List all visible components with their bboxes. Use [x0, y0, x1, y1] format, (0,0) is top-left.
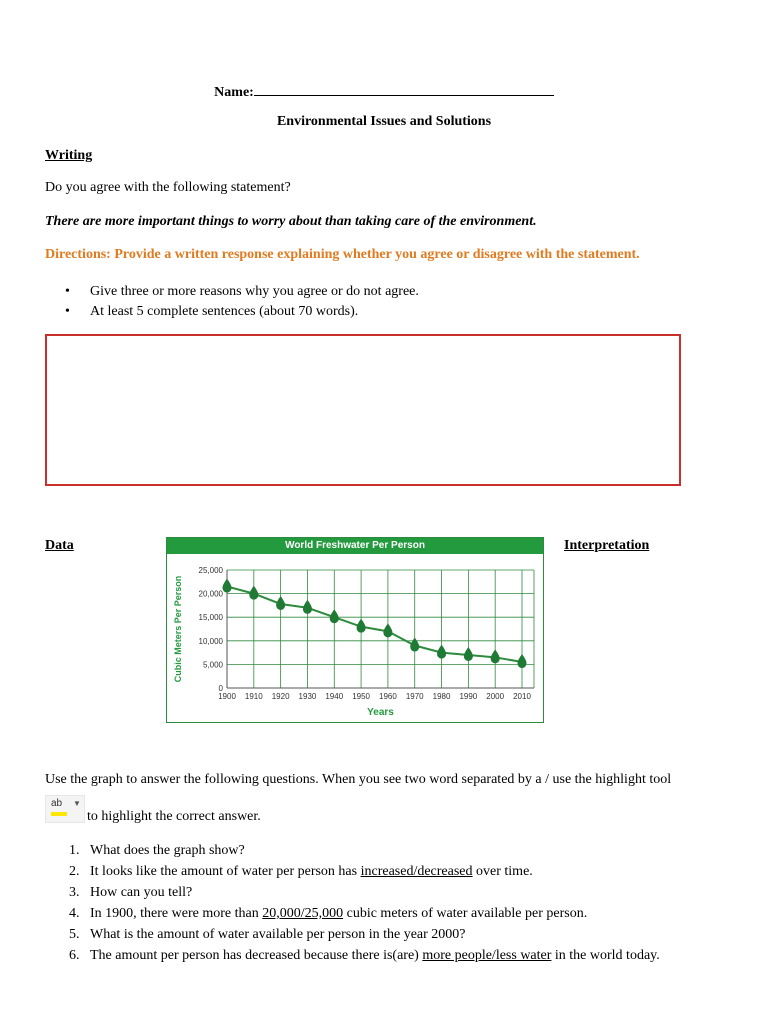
x-tick-label: 2010: [513, 692, 531, 701]
response-textbox[interactable]: [45, 334, 681, 486]
question-text-end: over time.: [472, 864, 533, 879]
x-tick-label: 1970: [405, 692, 424, 701]
question-list: [45, 840, 745, 966]
interpretation-heading: Interpretation: [564, 538, 650, 553]
data-point-droplet: [410, 638, 419, 652]
y-tick-label: 5,000: [202, 660, 223, 670]
answer-choice[interactable]: more people/less water: [422, 948, 552, 963]
x-tick-label: 1980: [432, 692, 451, 701]
question-text-end: cubic meters of water available per person.: [343, 906, 588, 921]
x-tick-label: 1940: [325, 692, 344, 701]
series-line: [227, 587, 522, 663]
y-tick-label: 10,000: [198, 636, 223, 646]
question-item: [45, 945, 745, 966]
question-text: It looks like the amount of water per person has: [90, 864, 361, 879]
highlight-color-bar: [51, 812, 67, 816]
data-point-droplet: [249, 586, 258, 600]
x-tick-label: 1990: [459, 692, 478, 701]
x-tick-label: 1900: [218, 692, 236, 701]
question-text: How can you tell?: [90, 885, 193, 900]
question-text-end: in the world today.: [551, 948, 660, 963]
data-heading: Data: [45, 538, 74, 553]
highlight-tool-label: ab: [51, 798, 63, 809]
data-point-droplet: [464, 647, 473, 661]
data-point-droplet: [437, 645, 446, 659]
highlight-tool-icon: [45, 795, 85, 823]
requirements-list: [45, 282, 419, 322]
data-point-droplet: [517, 654, 526, 668]
answer-choice[interactable]: increased/decreased: [360, 864, 473, 879]
question-item: [45, 882, 745, 903]
x-tick-label: 1930: [298, 692, 317, 701]
data-point-droplet: [357, 619, 366, 633]
question-number: 3.: [69, 885, 80, 900]
y-axis-label: Cubic Meters Per Person: [173, 575, 183, 683]
y-tick-label: 20,000: [198, 589, 223, 599]
chevron-down-icon: ▼: [73, 799, 81, 808]
question-number: 2.: [69, 864, 80, 879]
question-item: [45, 903, 745, 924]
question-text: The amount per person has decreased because there is(are): [90, 948, 423, 963]
question-number: 6.: [69, 948, 80, 963]
answer-choice[interactable]: 20,000/25,000: [262, 906, 344, 921]
data-point-droplet: [491, 649, 500, 663]
data-point-droplet: [276, 596, 285, 610]
question-text: What does the graph show?: [90, 843, 245, 858]
chart-title: World Freshwater Per Person: [167, 538, 543, 554]
y-tick-label: 25,000: [198, 566, 223, 575]
list-item: • At least 5 complete sentences (about 70 words).: [45, 302, 419, 322]
chart-plot: [167, 554, 543, 722]
question-text: In 1900, there were more than: [90, 906, 263, 921]
instructions-line2: to highlight the correct answer.: [87, 809, 261, 824]
list-item: • Give three or more reasons why you agree or do not agree.: [45, 282, 419, 302]
data-point-droplet: [383, 623, 392, 637]
name-line-row: [0, 81, 768, 101]
x-tick-label: 2000: [486, 692, 505, 701]
y-tick-label: 15,000: [198, 613, 223, 623]
data-point-droplet: [303, 600, 312, 614]
question-number: 4.: [69, 906, 80, 921]
instructions-line1: Use the graph to answer the following questions. When you see two word separated by a / use the highlight tool: [45, 772, 672, 787]
y-tick-label: 0: [218, 684, 223, 693]
name-label: Name:: [214, 85, 254, 100]
name-blank[interactable]: [254, 81, 554, 96]
question-item: [45, 861, 745, 882]
question-number: 1.: [69, 843, 80, 858]
writing-question: Do you agree with the following statement?: [45, 180, 291, 195]
writing-directions: Directions: Provide a written response explaining whether you agree or disagree with the statement.: [45, 247, 640, 262]
question-number: 5.: [69, 927, 80, 942]
writing-statement: There are more important things to worry about than taking care of the environment.: [45, 214, 537, 229]
x-tick-label: 1910: [244, 692, 263, 701]
question-item: [45, 840, 745, 861]
page-title: Environmental Issues and Solutions: [276, 114, 492, 129]
writing-heading: Writing: [45, 148, 93, 163]
data-point-droplet: [222, 579, 231, 593]
data-point-droplet: [330, 609, 339, 623]
question-item: [45, 924, 745, 945]
question-text: What is the amount of water available per person in the year 2000?: [90, 927, 466, 942]
x-axis-label: Years: [367, 707, 394, 718]
x-tick-label: 1950: [352, 692, 370, 701]
x-tick-label: 1920: [271, 692, 290, 701]
freshwater-chart: [166, 537, 544, 723]
x-tick-label: 1960: [379, 692, 397, 701]
